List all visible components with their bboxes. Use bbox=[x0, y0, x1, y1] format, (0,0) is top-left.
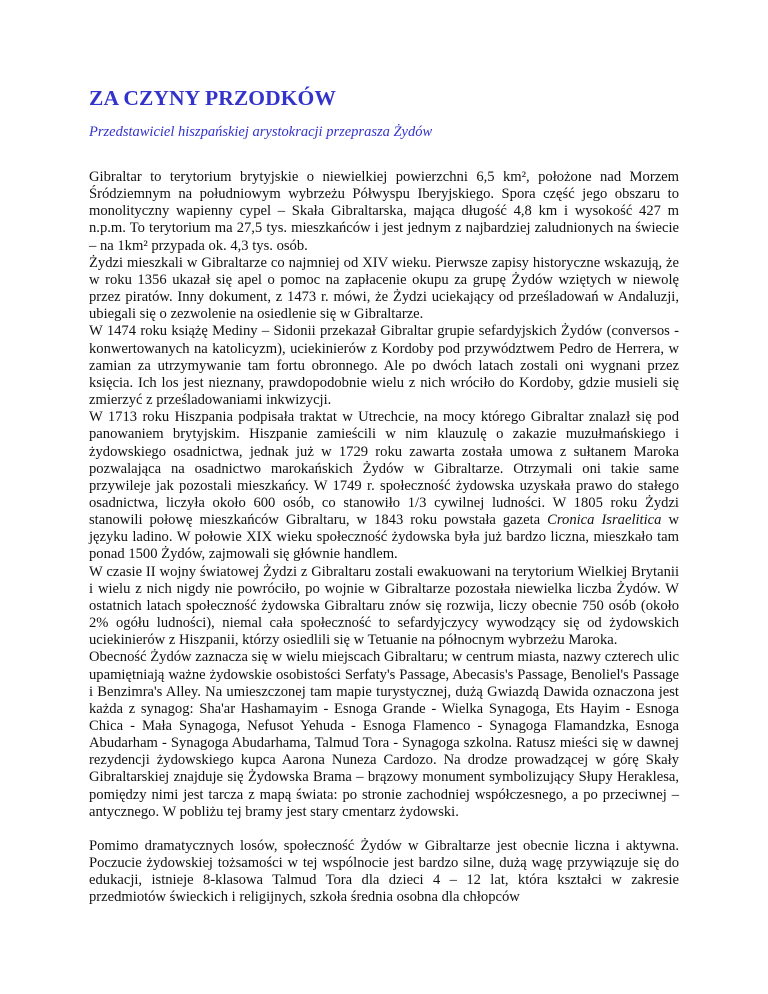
paragraph-1713-tail: w języku ladino. W połowie XIX wieku społeczność żydowska była już bardzo liczna, mieszkało tam ponad 1500 Żydów, zajmowali się głównie handlem. bbox=[89, 512, 679, 563]
paragraph-1474: W 1474 roku książę Mediny – Sidonii przekazał Gibraltar grupie sefardyjskich Żydów (conversos - konwertowanych na katolicyzm), uciekinierów z Kordoby pod przywództwem Pedro de Herrera, w zamian za utrzymywanie tam fortu obronnego. Ale po dwóch latach zostali oni wygnani przez księcia. Ich los jest nieznany, prawdopodobnie wielu z nich wróciło do Kordoby, gdzie musieli się zmierzyć z prześladowaniami inkwizycji. bbox=[89, 323, 679, 409]
paragraph-1713-text: W 1713 roku Hiszpania podpisała traktat w Utrechcie, na mocy którego Gibraltar znalazł się pod panowaniem brytyjskim. Hiszpanie zamieścili w nim klauzulę o zakazie muzułmańskiego i żydowskiego osadnictwa, jednak już w 1729 roku zawarta została umowa z sułtanem Maroka pozwalająca na osadnictwo marokańskich Żydów w Gibraltarze. Otrzymali oni takie same przywileje jak pozostali mieszkańcy. W 1749 r. społeczność żydowska uzyskała prawo do stałego osadnictwa, liczyła około 600 osób, co stanowiło 1/3 cywilnej ludności. W 1805 roku Żydzi stanowili połowę mieszkańców Gibraltaru, w 1843 roku powstała gazeta bbox=[89, 409, 679, 529]
paragraph-1713 bbox=[89, 409, 679, 563]
paragraph-presence: Obecność Żydów zaznacza się w wielu miejscach Gibraltaru; w centrum miasta, nazwy czterech ulic upamiętniają ważne żydowskie osobistości Serfaty's Passage, Abecasis's Passage, Benoliel's Passage i Benzimra's Alley. Na umieszczonej tam mapie turystycznej, dużą Gwiazdą Dawida oznaczona jest każda z synagog: Sha'ar Hashamayim - Esnoga Grande - Wielka Synagoga, Ets Hayim - Esnoga Chica - Mała Synagoga, Nefusot Yehuda - Esnoga Flamenco - Synagoga Flamandzka, Esnoga Abudarham - Synagoga Abudarhama, Talmud Tora - Synagoga szkolna. Ratusz mieści się w dawnej rezydencji żydowskiego kupca Aarona Nuneza Cardozo. Na drodze prowadzącej w górę Skały Gibraltarskiej znajduje się Żydowska Brama – brązowy monument symbolizujący Słupy Heraklesa, pomiędzy nimi jest tarcza z mapą świata: po stronie zachodniej współczesnego, a po przeciwnej – antycznego. W pobliżu tej bramy jest stary cmentarz żydowski. bbox=[89, 649, 679, 820]
paragraph-gibraltar-overview: Gibraltar to terytorium brytyjskie o niewielkiej powierzchni 6,5 km², położone nad Morzem Śródziemnym na południowym wybrzeżu Półwyspu Iberyjskiego. Spora część jego obszaru to monolityczny wapienny cypel – Skała Gibraltarska, mająca długość 4,8 km i wysokość 427 m n.p.m. To terytorium ma 27,5 tys. mieszkańców i jest jednym z najbardziej zaludnionych na świecie – na 1km² przypada ok. 4,3 tys. osób. bbox=[89, 169, 679, 254]
article-title: ZA CZYNY PRZODKÓW bbox=[89, 86, 336, 110]
article-body bbox=[89, 169, 679, 907]
paragraph-ww2: W czasie II wojny światowej Żydzi z Gibraltaru zostali ewakuowani na terytorium Wielkiej Brytanii i wielu z nich nigdy nie powróciło, po wojnie w Gibraltarze pozostała niewielka liczba Żydów. W ostatnich latach społeczność żydowska Gibraltaru znów się rozwija, liczy obecnie 750 osób (około 2% ogółu ludności), niemal cała społeczność to sefardyjczycy wywodzący się od żydowskich uciekinierów z Hiszpanii, którzy osiedlili się w Tetuanie na północnym wybrzeżu Maroka. bbox=[89, 563, 679, 649]
newspaper-title: Cronica Israelitica bbox=[547, 512, 662, 529]
paragraph-early-history: Żydzi mieszkali w Gibraltarze co najmniej od XIV wieku. Pierwsze zapisy historyczne wskazują, że w roku 1356 ukazał się apel o pomoc na zapłacenie okupu za grupę Żydów wziętych w niewolę przez piratów. Inny dokument, z 1473 r. mówi, że Żydzi uciekający od prześladowań w Andaluzji, ubiegali się o zezwolenie na osiedlenie się w Gibraltarze. bbox=[89, 254, 679, 323]
article-subtitle: Przedstawiciel hiszpańskiej arystokracji przeprasza Żydów bbox=[89, 124, 433, 140]
paragraph-community-today: Pomimo dramatycznych losów, społeczność Żydów w Gibraltarze jest obecnie liczna i aktywna. Poczucie żydowskiej tożsamości w tej wspólnocie jest bardzo silne, dużą wagę przywiązuje się do edukacji, istnieje 8-klasowa Talmud Tora dla dzieci 4 – 12 lat, która kształci w zakresie przedmiotów świeckich i religijnych, szkoła średnia osobna dla chłopców bbox=[89, 837, 679, 906]
